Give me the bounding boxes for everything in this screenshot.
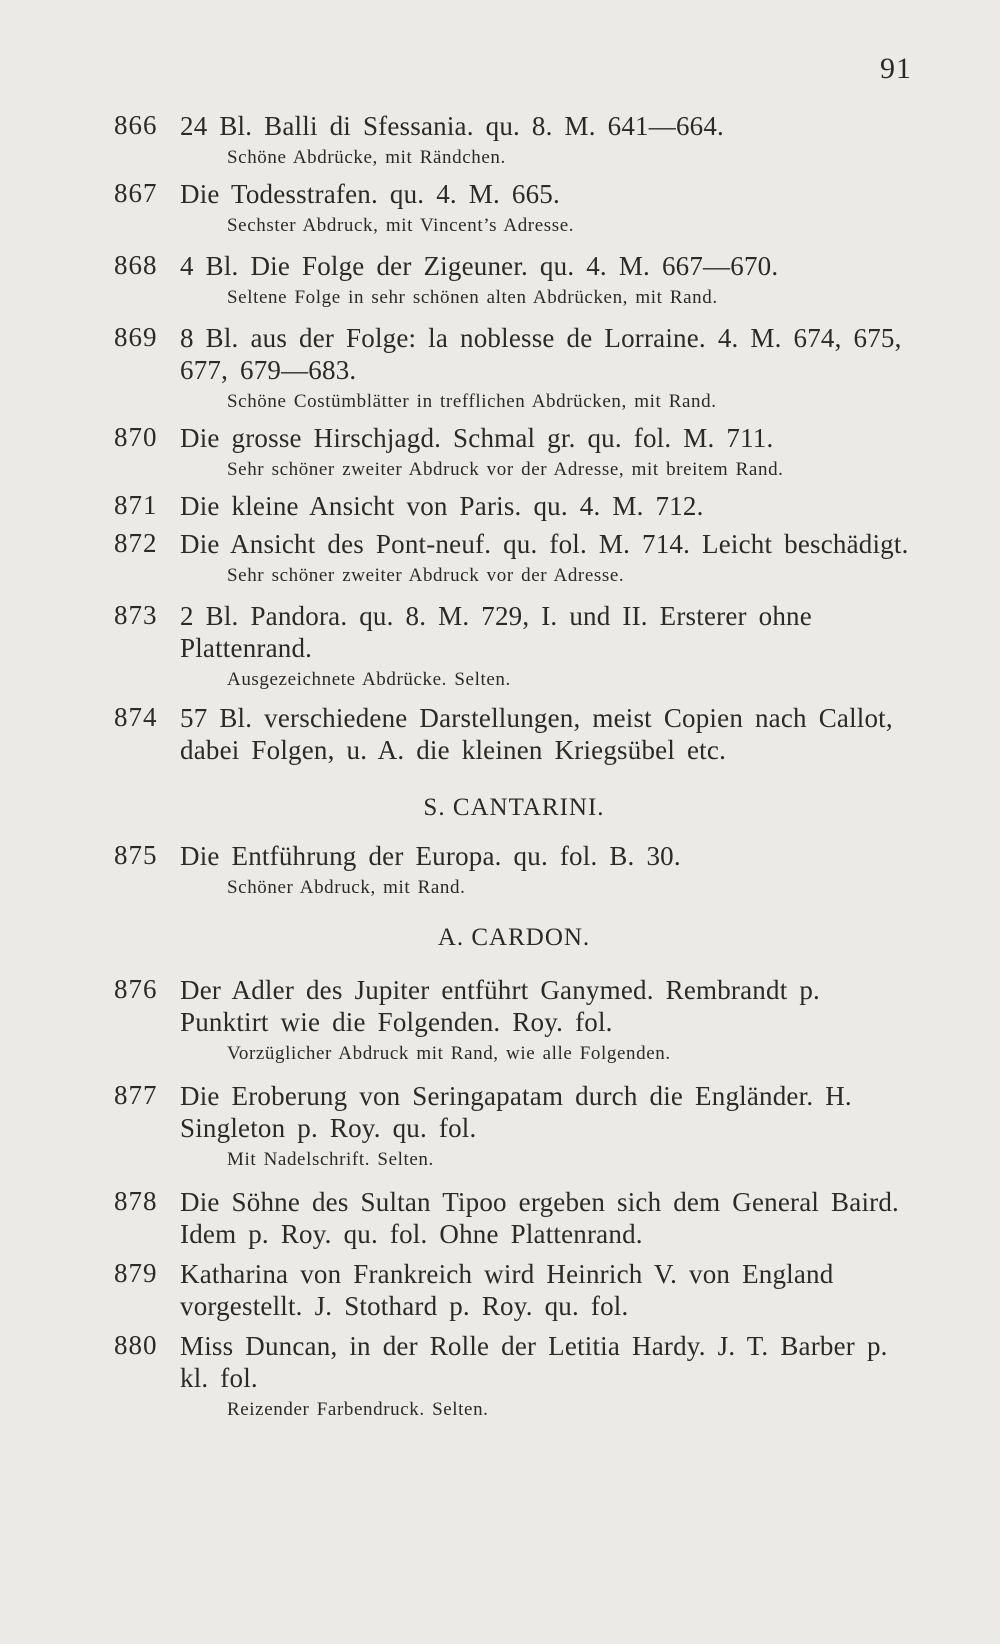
section-heading-cantarini: S. CANTARINI. <box>423 794 605 821</box>
entry-note: Schöne Costümblätter in trefflichen Abdrücken, mit Rand. <box>227 391 717 412</box>
entry-title: 4 Bl. Die Folge der Zigeuner. qu. 4. M. 667—670. <box>180 251 779 281</box>
entry-number: 866 <box>114 110 158 140</box>
entry-number: 875 <box>114 840 158 870</box>
entry-note: Seltene Folge in sehr schönen alten Abdrücken, mit Rand. <box>227 287 718 308</box>
catalog-entry <box>114 1258 914 1322</box>
catalog-entry <box>114 600 914 692</box>
entry-number: 874 <box>114 702 158 732</box>
entry-title: Die kleine Ansicht von Paris. qu. 4. M. 712. <box>180 491 704 521</box>
entry-number: 873 <box>114 600 158 630</box>
entry-title: 57 Bl. verschiedene Darstellungen, meist Copien nach Callot, dabei Folgen, u. A. die kleinen Kriegsübel etc. <box>180 703 893 765</box>
entry-note: Schöner Abdruck, mit Rand. <box>227 877 466 898</box>
catalog-entry <box>114 702 914 766</box>
entry-title: Die Entführung der Europa. qu. fol. B. 30. <box>180 841 681 871</box>
entry-number: 871 <box>114 490 158 520</box>
entry-title: Die Söhne des Sultan Tipoo ergeben sich dem General Baird. Idem p. Roy. qu. fol. Ohne Plattenrand. <box>180 1187 899 1249</box>
entry-number: 878 <box>114 1186 158 1216</box>
entry-note: Reizender Farbendruck. Selten. <box>227 1399 489 1420</box>
catalog-entry <box>114 490 914 522</box>
entry-title: Die Ansicht des Pont-neuf. qu. fol. M. 714. Leicht beschädigt. <box>180 529 909 559</box>
entry-title: Die Eroberung von Seringapatam durch die Engländer. H. Singleton p. Roy. qu. fol. <box>180 1081 852 1143</box>
catalog-entry <box>114 840 914 900</box>
entry-title: 2 Bl. Pandora. qu. 8. M. 729, I. und II. Ersterer ohne Plattenrand. <box>180 601 812 663</box>
entry-title: Katharina von Frankreich wird Heinrich V. von England vorgestellt. J. Stothard p. Roy. qu. fol. <box>180 1259 834 1321</box>
entry-title: Die Todesstrafen. qu. 4. M. 665. <box>180 179 560 209</box>
entry-number: 868 <box>114 250 158 280</box>
catalog-entry <box>114 1080 914 1172</box>
entry-number: 872 <box>114 528 158 558</box>
catalog-entry <box>114 528 914 588</box>
entry-note: Schöne Abdrücke, mit Rändchen. <box>227 147 506 168</box>
entry-note: Mit Nadelschrift. Selten. <box>227 1149 434 1170</box>
entry-title: 24 Bl. Balli di Sfessania. qu. 8. M. 641—664. <box>180 111 724 141</box>
catalog-entry <box>114 322 914 414</box>
entry-number: 877 <box>114 1080 158 1110</box>
catalog-entry <box>114 974 914 1066</box>
entry-number: 867 <box>114 178 158 208</box>
entry-number: 876 <box>114 974 158 1004</box>
catalog-entry <box>114 1186 914 1250</box>
entry-number: 869 <box>114 322 158 352</box>
catalog-entry <box>114 110 914 170</box>
catalog-entry <box>114 422 914 482</box>
entry-title: Der Adler des Jupiter entführt Ganymed. Rembrandt p. Punktirt wie die Folgenden. Roy. fol. <box>180 975 820 1037</box>
catalog-entry <box>114 178 914 238</box>
entry-number: 880 <box>114 1330 158 1360</box>
entry-note: Sehr schöner zweiter Abdruck vor der Adresse, mit breitem Rand. <box>227 459 784 480</box>
catalog-entry <box>114 1330 914 1422</box>
entry-title: 8 Bl. aus der Folge: la noblesse de Lorraine. 4. M. 674, 675, 677, 679—683. <box>180 323 902 385</box>
page-number: 91 <box>880 52 912 85</box>
entry-note: Ausgezeichnete Abdrücke. Selten. <box>227 669 511 690</box>
entries-list <box>114 110 914 1422</box>
entry-title: Die grosse Hirschjagd. Schmal gr. qu. fol. M. 711. <box>180 423 774 453</box>
entry-note: Sehr schöner zweiter Abdruck vor der Adresse. <box>227 565 625 586</box>
catalog-entry <box>114 250 914 310</box>
entry-note: Vorzüglicher Abdruck mit Rand, wie alle Folgenden. <box>227 1043 671 1064</box>
entry-number: 870 <box>114 422 158 452</box>
entry-note: Sechster Abdruck, mit Vincent’s Adresse. <box>227 215 575 236</box>
entry-number: 879 <box>114 1258 158 1288</box>
section-heading-cardon: A. CARDON. <box>437 924 591 951</box>
entry-title: Miss Duncan, in der Rolle der Letitia Hardy. J. T. Barber p. kl. fol. <box>180 1331 888 1393</box>
